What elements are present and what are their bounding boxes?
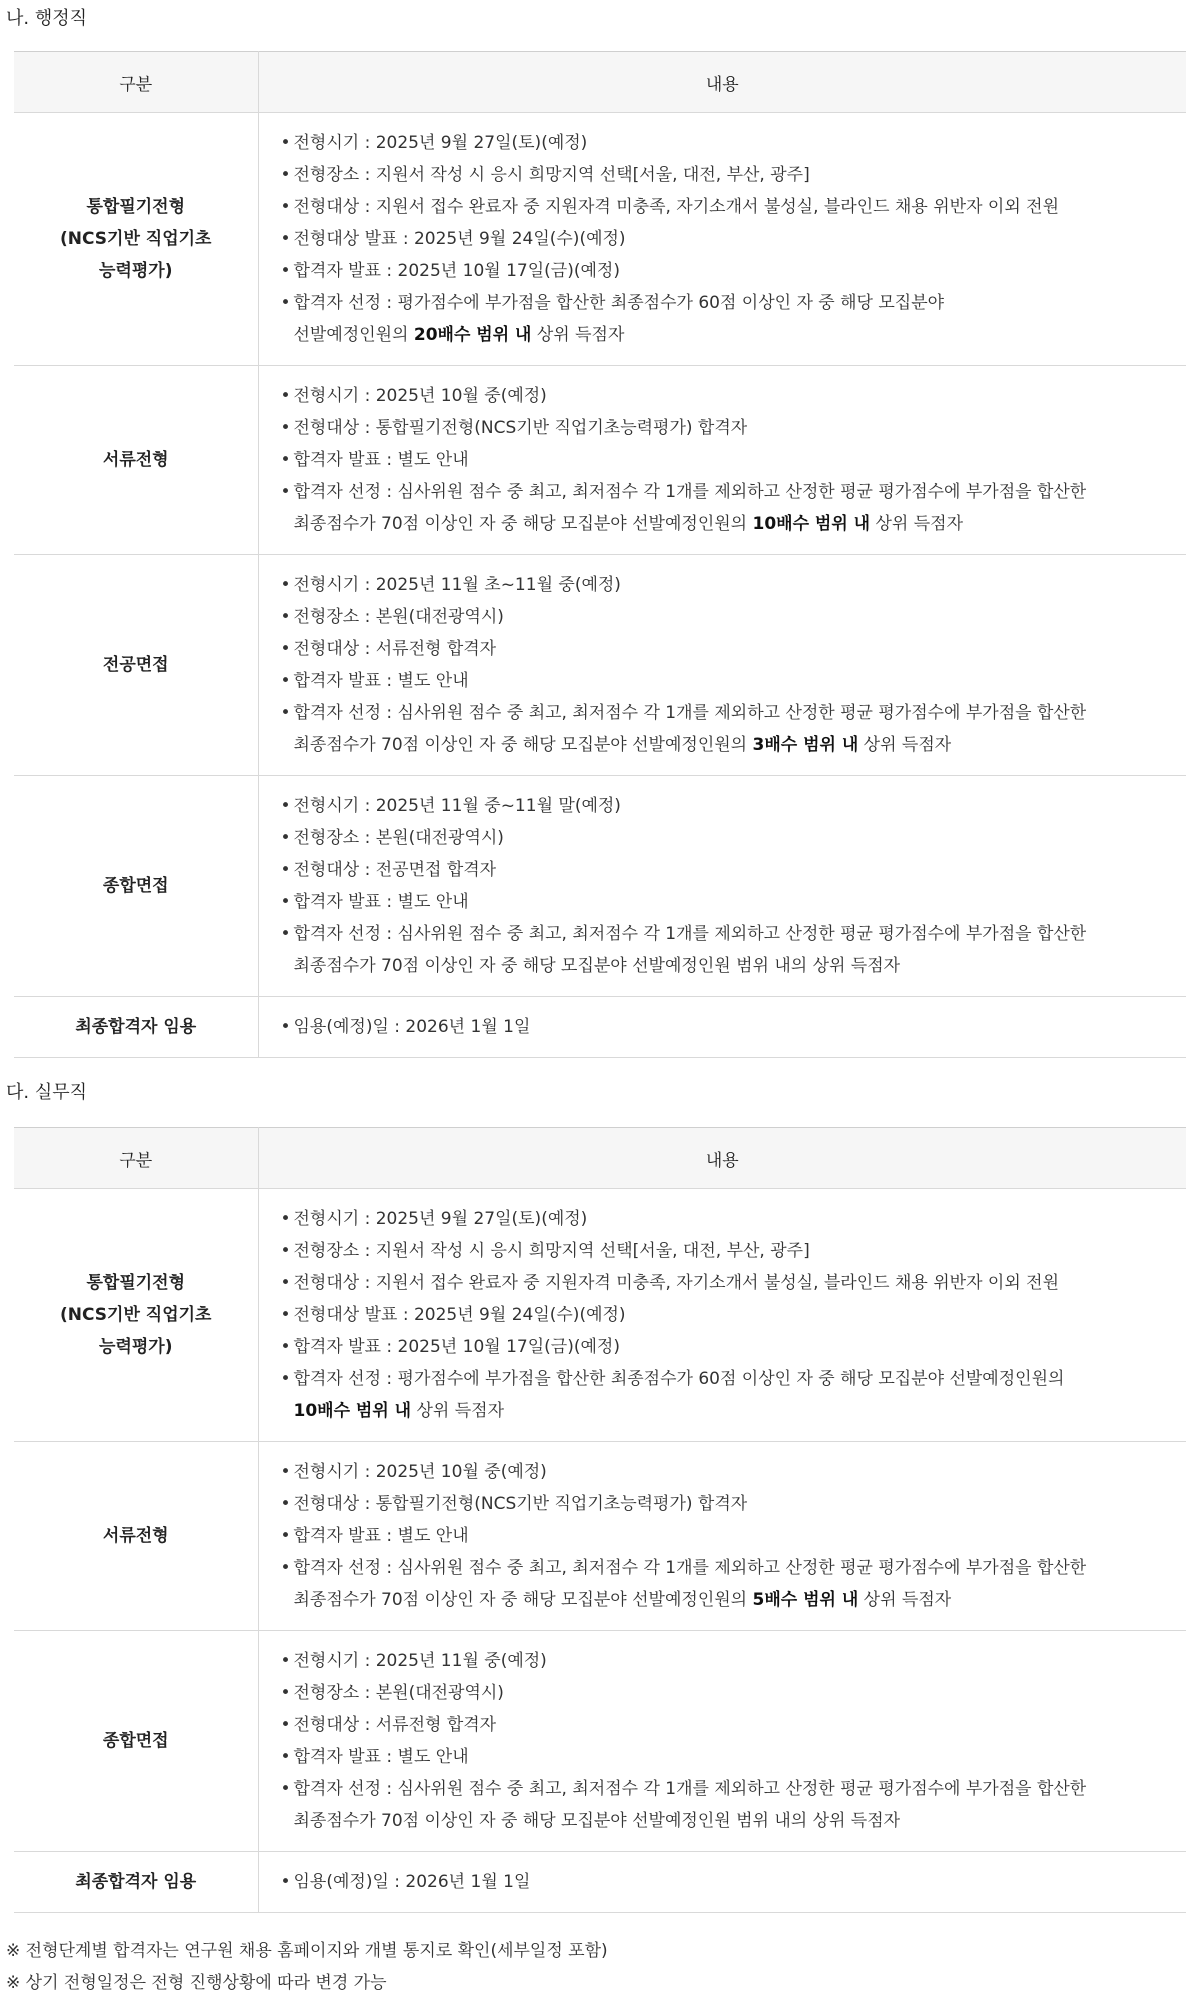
table-row [14, 1631, 1186, 1852]
bullet-icon: • [280, 165, 291, 185]
list-item [279, 1741, 1187, 1773]
list-item [279, 223, 1187, 255]
list-item [279, 1520, 1187, 1552]
list-item [279, 1645, 1187, 1677]
row-content [258, 366, 1186, 555]
selection-post: 상위 득점자 [531, 325, 625, 345]
list-item [279, 444, 1187, 476]
item-list [279, 1866, 1187, 1898]
table-row [14, 366, 1186, 555]
list-item-selection [279, 918, 1187, 982]
note-line: ※ 전형단계별 합격자는 연구원 채용 홈페이지와 개별 통지로 확인(세부일정 포함) [6, 1941, 608, 1961]
item-text: 전형장소 : 본원(대전광역시) [293, 828, 504, 848]
header-content: 내용 [258, 1128, 1186, 1189]
row-category [14, 555, 258, 776]
item-text: 전형대상 : 통합필기전형(NCS기반 직업기초능력평가) 합격자 [293, 1494, 748, 1514]
list-item [279, 159, 1187, 191]
selection-line1: 합격자 선정 : 심사위원 점수 중 최고, 최저점수 각 1개를 제외하고 산정한 평균 평가점수에 부가점을 합산한 [293, 703, 1087, 723]
row-content [258, 1189, 1186, 1442]
category-line: 서류전형 [102, 450, 169, 470]
item-text: 전형장소 : 지원서 작성 시 응시 희망지역 선택[서울, 대전, 부산, 광주] [293, 1241, 810, 1261]
selection-line2 [294, 508, 1187, 540]
item-list [279, 1456, 1187, 1616]
category-line: 통합필기전형 [86, 1273, 186, 1293]
selection-pre: 최종점수가 70점 이상인 자 중 해당 모집분야 선발예정인원의 [293, 1590, 753, 1610]
header-content: 내용 [258, 52, 1186, 113]
item-text: 합격자 발표 : 별도 안내 [293, 1526, 469, 1546]
item-list [279, 127, 1187, 351]
item-list [279, 790, 1187, 982]
bullet-icon: • [280, 1558, 291, 1578]
item-text: 전형시기 : 2025년 11월 중~11월 말(예정) [293, 796, 621, 816]
row-content [258, 113, 1186, 366]
row-content [258, 1442, 1186, 1631]
item-text: 전형대상 발표 : 2025년 9월 24일(수)(예정) [293, 229, 626, 249]
bullet-icon: • [280, 450, 291, 470]
section-title-practical: 다. 실무직 [6, 1082, 87, 1103]
bullet-icon: • [280, 1779, 291, 1799]
item-text: 전형장소 : 본원(대전광역시) [293, 1683, 504, 1703]
bullet-icon: • [280, 796, 291, 816]
category-line: 최종합격자 임용 [75, 1872, 197, 1892]
item-list [279, 569, 1187, 761]
selection-line2 [294, 1805, 1187, 1837]
item-text: 전형대상 : 지원서 접수 완료자 중 지원자격 미충족, 자기소개서 불성실, 블라인드 채용 위반자 이외 전원 [293, 197, 1059, 217]
item-text: 전형시기 : 2025년 9월 27일(토)(예정) [293, 1209, 588, 1229]
bullet-icon: • [280, 1872, 291, 1892]
list-item [279, 1011, 1187, 1043]
item-text: 전형대상 : 서류전형 합격자 [293, 1715, 497, 1735]
list-item-selection [279, 697, 1187, 761]
list-item [279, 1488, 1187, 1520]
selection-pre: 최종점수가 70점 이상인 자 중 해당 모집분야 선발예정인원의 [293, 735, 753, 755]
bullet-icon: • [280, 1209, 291, 1229]
bullet-icon: • [280, 197, 291, 217]
bullet-icon: • [280, 1337, 291, 1357]
list-item [279, 127, 1187, 159]
item-text: 전형대상 : 전공면접 합격자 [293, 860, 497, 880]
list-item-selection [279, 476, 1187, 540]
item-text: 전형대상 : 통합필기전형(NCS기반 직업기초능력평가) 합격자 [293, 418, 748, 438]
item-text: 전형시기 : 2025년 9월 27일(토)(예정) [293, 133, 588, 153]
selection-line1: 합격자 선정 : 심사위원 점수 중 최고, 최저점수 각 1개를 제외하고 산정한 평균 평가점수에 부가점을 합산한 [293, 1779, 1087, 1799]
list-item [279, 601, 1187, 633]
row-content [258, 776, 1186, 997]
bullet-icon: • [280, 1526, 291, 1546]
list-item [279, 1866, 1187, 1898]
item-text: 전형시기 : 2025년 10월 중(예정) [293, 386, 547, 406]
list-item-selection [279, 287, 1187, 351]
schedule-table-admin [14, 51, 1186, 1058]
bullet-icon: • [280, 1017, 291, 1037]
bullet-icon: • [280, 575, 291, 595]
item-text: 합격자 발표 : 별도 안내 [293, 671, 469, 691]
selection-bold: 10배수 범위 내 [293, 1401, 412, 1421]
selection-line2 [294, 729, 1187, 761]
item-text: 전형시기 : 2025년 11월 중(예정) [293, 1651, 547, 1671]
bullet-icon: • [280, 133, 291, 153]
row-category [14, 366, 258, 555]
selection-bold: 10배수 범위 내 [752, 514, 871, 534]
item-text: 전형대상 : 지원서 접수 완료자 중 지원자격 미충족, 자기소개서 불성실, 블라인드 채용 위반자 이외 전원 [293, 1273, 1059, 1293]
selection-line2 [294, 1584, 1187, 1616]
list-item [279, 412, 1187, 444]
list-item [279, 633, 1187, 665]
item-list [279, 1011, 1187, 1043]
selection-line1: 합격자 선정 : 평가점수에 부가점을 합산한 최종점수가 60점 이상인 자 중 해당 모집분야 [293, 293, 945, 313]
selection-line1: 합격자 선정 : 평가점수에 부가점을 합산한 최종점수가 60점 이상인 자 중 해당 모집분야 선발예정인원의 [293, 1369, 1065, 1389]
category-line: 최종합격자 임용 [75, 1017, 197, 1037]
list-item [279, 1677, 1187, 1709]
row-category [14, 113, 258, 366]
header-category: 구분 [14, 52, 258, 113]
list-item-selection [279, 1773, 1187, 1837]
notes [6, 1935, 1186, 1999]
selection-pre: 최종점수가 70점 이상인 자 중 해당 모집분야 선발예정인원의 [293, 514, 753, 534]
row-category [14, 1189, 258, 1442]
bullet-icon: • [280, 1651, 291, 1671]
item-text: 전형시기 : 2025년 10월 중(예정) [293, 1462, 547, 1482]
selection-line1: 합격자 선정 : 심사위원 점수 중 최고, 최저점수 각 1개를 제외하고 산정한 평균 평가점수에 부가점을 합산한 [293, 1558, 1087, 1578]
selection-line1: 합격자 선정 : 심사위원 점수 중 최고, 최저점수 각 1개를 제외하고 산정한 평균 평가점수에 부가점을 합산한 [293, 924, 1087, 944]
schedule-body [14, 1189, 1186, 1913]
category-line: (NCS기반 직업기초 [60, 1305, 212, 1325]
row-category [14, 1852, 258, 1913]
bullet-icon: • [280, 293, 291, 313]
selection-post: 상위 득점자 [411, 1401, 505, 1421]
bullet-icon: • [280, 892, 291, 912]
row-category [14, 997, 258, 1058]
item-list [279, 1203, 1187, 1427]
item-text: 전형장소 : 본원(대전광역시) [293, 607, 504, 627]
bullet-icon: • [280, 860, 291, 880]
category-line: (NCS기반 직업기초 [60, 229, 212, 249]
bullet-icon: • [280, 1305, 291, 1325]
list-item [279, 665, 1187, 697]
selection-pre: 최종점수가 70점 이상인 자 중 해당 모집분야 선발예정인원 범위 내의 상위 득점자 [293, 956, 901, 976]
row-category [14, 1631, 258, 1852]
bullet-icon: • [280, 828, 291, 848]
item-text: 합격자 발표 : 2025년 10월 17일(금)(예정) [293, 1337, 620, 1357]
bullet-icon: • [280, 703, 291, 723]
table-row [14, 1852, 1186, 1913]
table-header-row [14, 1128, 1186, 1189]
selection-post: 상위 득점자 [858, 1590, 952, 1610]
table-row [14, 997, 1186, 1058]
note-line: ※ 상기 전형일정은 전형 진행상황에 따라 변경 가능 [6, 1973, 387, 1993]
row-category [14, 1442, 258, 1631]
item-text: 전형장소 : 지원서 작성 시 응시 희망지역 선택[서울, 대전, 부산, 광주] [293, 165, 810, 185]
bullet-icon: • [280, 924, 291, 944]
list-item [279, 1709, 1187, 1741]
section-title-admin: 나. 행정직 [6, 8, 87, 29]
item-text: 합격자 발표 : 별도 안내 [293, 892, 469, 912]
category-line: 전공면접 [102, 655, 169, 675]
table-header-row [14, 52, 1186, 113]
selection-line2 [294, 319, 1187, 351]
table-row [14, 113, 1186, 366]
row-content [258, 997, 1186, 1058]
bullet-icon: • [280, 261, 291, 281]
list-item [279, 569, 1187, 601]
item-list [279, 1645, 1187, 1837]
selection-line2 [294, 1395, 1187, 1427]
selection-pre: 선발예정인원의 [293, 325, 414, 345]
table-row [14, 1189, 1186, 1442]
list-item [279, 191, 1187, 223]
list-item [279, 380, 1187, 412]
bullet-icon: • [280, 229, 291, 249]
list-item [279, 1456, 1187, 1488]
category-line: 종합면접 [102, 1731, 169, 1751]
header-category: 구분 [14, 1128, 258, 1189]
category-line: 능력평가) [99, 261, 173, 281]
list-item-selection [279, 1363, 1187, 1427]
bullet-icon: • [280, 1683, 291, 1703]
item-text: 합격자 발표 : 별도 안내 [293, 1747, 469, 1767]
category-line: 통합필기전형 [86, 197, 186, 217]
table-row [14, 1442, 1186, 1631]
selection-post: 상위 득점자 [858, 735, 952, 755]
item-text: 임용(예정)일 : 2026년 1월 1일 [293, 1872, 531, 1892]
list-item [279, 1235, 1187, 1267]
list-item [279, 886, 1187, 918]
bullet-icon: • [280, 1369, 291, 1389]
table-row [14, 776, 1186, 997]
bullet-icon: • [280, 482, 291, 502]
category-line: 서류전형 [102, 1526, 169, 1546]
item-text: 합격자 발표 : 별도 안내 [293, 450, 469, 470]
item-text: 전형대상 : 서류전형 합격자 [293, 639, 497, 659]
bullet-icon: • [280, 1241, 291, 1261]
bullet-icon: • [280, 1462, 291, 1482]
bullet-icon: • [280, 607, 291, 627]
bullet-icon: • [280, 386, 291, 406]
schedule-body [14, 113, 1186, 1058]
selection-bold: 20배수 범위 내 [413, 325, 532, 345]
row-content [258, 555, 1186, 776]
row-content [258, 1852, 1186, 1913]
row-content [258, 1631, 1186, 1852]
selection-bold: 5배수 범위 내 [752, 1590, 859, 1610]
bullet-icon: • [280, 1715, 291, 1735]
item-text: 합격자 발표 : 2025년 10월 17일(금)(예정) [293, 261, 620, 281]
selection-line1: 합격자 선정 : 심사위원 점수 중 최고, 최저점수 각 1개를 제외하고 산정한 평균 평가점수에 부가점을 합산한 [293, 482, 1087, 502]
table-row [14, 555, 1186, 776]
bullet-icon: • [280, 1494, 291, 1514]
list-item [279, 790, 1187, 822]
list-item [279, 1299, 1187, 1331]
row-category [14, 776, 258, 997]
item-text: 임용(예정)일 : 2026년 1월 1일 [293, 1017, 531, 1037]
category-line: 능력평가) [99, 1337, 173, 1357]
list-item [279, 255, 1187, 287]
bullet-icon: • [280, 418, 291, 438]
bullet-icon: • [280, 639, 291, 659]
bullet-icon: • [280, 1747, 291, 1767]
list-item [279, 822, 1187, 854]
list-item-selection [279, 1552, 1187, 1616]
item-list [279, 380, 1187, 540]
selection-pre: 최종점수가 70점 이상인 자 중 해당 모집분야 선발예정인원 범위 내의 상위 득점자 [293, 1811, 901, 1831]
list-item [279, 1267, 1187, 1299]
list-item [279, 854, 1187, 886]
bullet-icon: • [280, 671, 291, 691]
selection-line2 [294, 950, 1187, 982]
list-item [279, 1331, 1187, 1363]
item-text: 전형대상 발표 : 2025년 9월 24일(수)(예정) [293, 1305, 626, 1325]
item-text: 전형시기 : 2025년 11월 초~11월 중(예정) [293, 575, 621, 595]
selection-post: 상위 득점자 [870, 514, 964, 534]
category-line: 종합면접 [102, 876, 169, 896]
schedule-table-practical [14, 1127, 1186, 1913]
bullet-icon: • [280, 1273, 291, 1293]
selection-bold: 3배수 범위 내 [752, 735, 859, 755]
list-item [279, 1203, 1187, 1235]
